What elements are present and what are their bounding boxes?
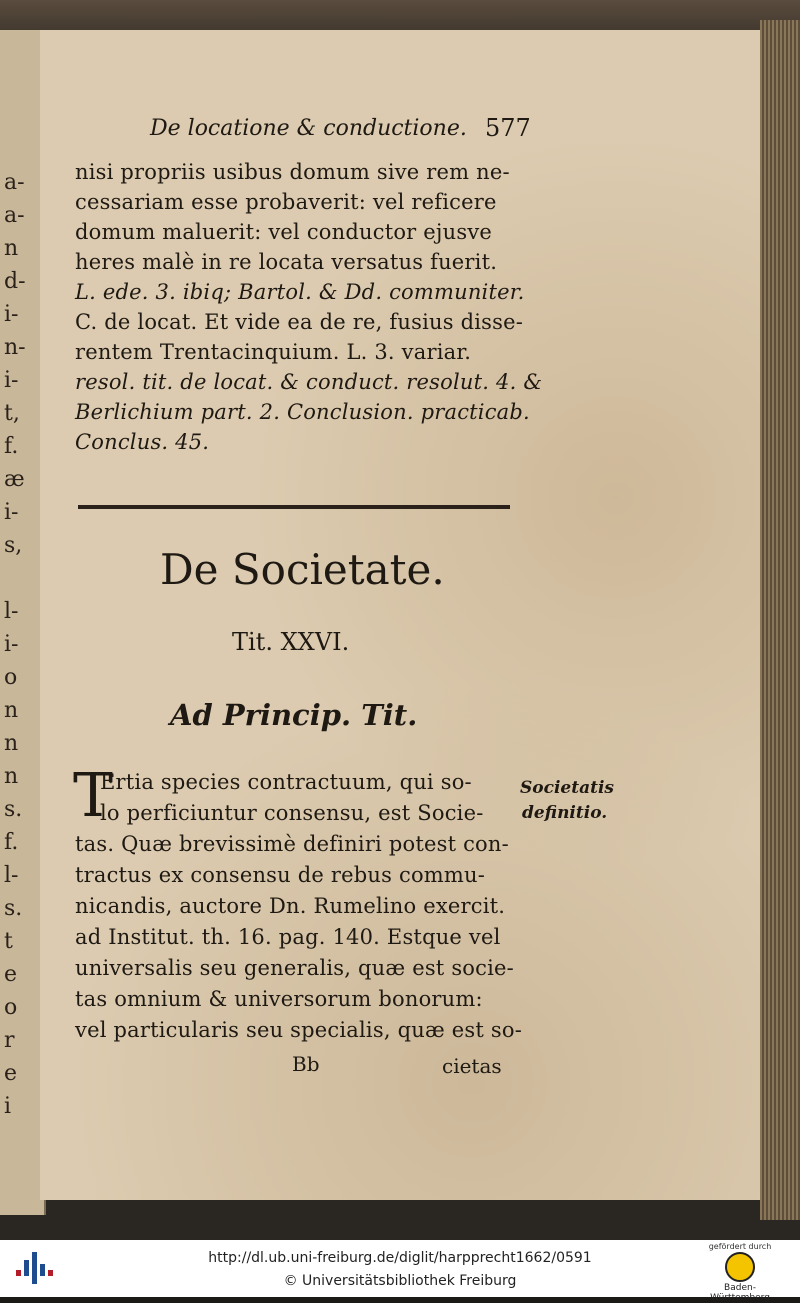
body-line: C. de locat. Et vide ea de re, fusius disse-: [75, 310, 524, 334]
footer-bar: [0, 1240, 800, 1303]
sponsor-block: [700, 1242, 780, 1303]
copyright-notice: © Universitätsbibliothek Freiburg: [283, 1273, 517, 1289]
left-page-fragment-text: o: [4, 995, 18, 1020]
body-line: nicandis, auctore Dn. Rumelino exercit.: [75, 894, 506, 918]
margin-note-line-2: definitio.: [522, 803, 608, 823]
left-page-fragment-text: n-: [4, 335, 26, 360]
catchword: cietas: [442, 1054, 502, 1078]
left-page-fragment-text: i-: [4, 368, 19, 393]
left-page-fragment-text: f.: [4, 434, 19, 459]
body-line: L. ede. 3. ibiq; Bartol. & Dd. communiter.: [75, 280, 525, 304]
left-page-fragment-text: t,: [4, 401, 20, 426]
sponsor-name: Baden-Württemberg: [710, 1283, 770, 1303]
baden-wuerttemberg-emblem-icon: [725, 1252, 755, 1282]
body-line: tas. Quæ brevissimè definiri potest con-: [75, 832, 509, 856]
body-line: heres malè in re locata versatus fuerit.: [75, 250, 498, 274]
permalink-url[interactable]: http://dl.ub.uni-freiburg.de/diglit/harpprecht1662/0591: [208, 1250, 592, 1266]
section-rule: [78, 505, 510, 509]
page-number: 577: [485, 114, 531, 142]
body-line: Conclus. 45.: [75, 430, 210, 454]
left-page-fragment-text: e: [4, 1061, 18, 1086]
left-page-fragment-text: n: [4, 731, 19, 756]
left-page-fragment-text: o: [4, 665, 18, 690]
left-page-fragment-text: i-: [4, 302, 19, 327]
body-line: nisi propriis usibus domum sive rem ne-: [75, 160, 510, 184]
left-page-fragment-text: e: [4, 962, 18, 987]
left-page-fragment-text: a-: [4, 170, 25, 195]
page-edges: [760, 20, 800, 1220]
body-line: resol. tit. de locat. & conduct. resolut. 4. &: [75, 370, 543, 394]
left-page-fragment-text: d-: [4, 269, 26, 294]
left-page-fragment-text: i: [4, 1094, 12, 1119]
ad-princip-heading: Ad Princip. Tit.: [170, 698, 418, 732]
section-title: De Societate.: [160, 545, 445, 594]
left-page-fragment-text: n: [4, 236, 19, 261]
left-page-fragment-text: l-: [4, 599, 19, 624]
sponsor-caption: gefördert durch: [708, 1242, 772, 1251]
left-page-fragment-text: æ: [4, 467, 25, 492]
body-line: domum maluerit: vel conductor ejusve: [75, 220, 493, 244]
left-page-fragment-text: n: [4, 764, 19, 789]
running-header: De locatione & conductione.: [150, 116, 467, 141]
left-page-fragment-text: a-: [4, 203, 25, 228]
margin-note-line-1: Societatis: [520, 778, 614, 798]
left-page-fragment-text: n: [4, 698, 19, 723]
body-line: universalis seu generalis, quæ est socie-: [75, 956, 514, 980]
body-line: cessariam esse probaverit: vel reficere: [75, 190, 497, 214]
left-page-fragment-text: r: [4, 1028, 15, 1053]
body-line: rentem Trentacinquium. L. 3. variar.: [75, 340, 472, 364]
body-line: tractus ex consensu de rebus commu-: [75, 863, 486, 887]
left-page-fragment-text: s.: [4, 797, 23, 822]
left-page-fragment-text: l-: [4, 863, 19, 888]
body-line: lo perficiuntur consensu, est Socie-: [100, 801, 484, 825]
body-line: tas omnium & universorum bonorum:: [75, 987, 483, 1011]
left-page-fragment-text: i-: [4, 632, 19, 657]
drop-cap: T: [73, 761, 114, 831]
left-page-fragment-text: t: [4, 929, 13, 954]
left-page-fragment-text: s.: [4, 896, 23, 921]
left-page-fragment-text: i-: [4, 500, 19, 525]
body-line: ad Institut. th. 16. pag. 140. Estque vel: [75, 925, 501, 949]
body-line: vel particularis seu specialis, quæ est so-: [75, 1018, 522, 1042]
left-page-fragment-text: s,: [4, 533, 23, 558]
section-subtitle: Tit. XXVI.: [232, 628, 350, 656]
left-page-fragment-text: f.: [4, 830, 19, 855]
body-line: Berlichium part. 2. Conclusion. practicab.: [75, 400, 530, 424]
signature-mark: Bb: [292, 1052, 320, 1076]
body-line: Ertia species contractuum, qui so-: [100, 770, 472, 794]
